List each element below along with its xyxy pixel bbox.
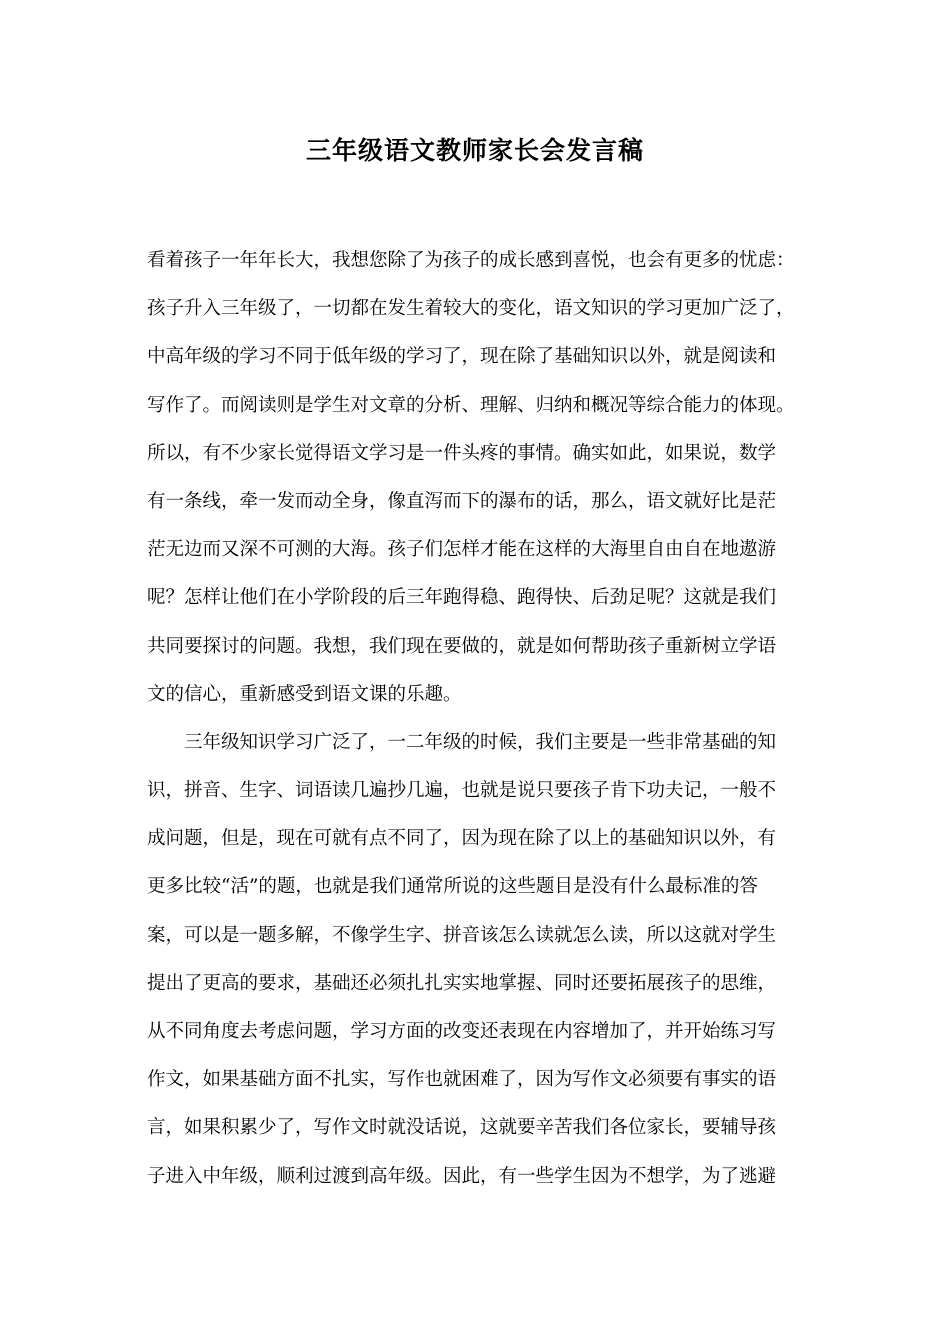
text-line: 言，如果积累少了，写作文时就没话说，这就要辛苦我们各位家长，要辅导孩 xyxy=(147,1117,777,1139)
document-body xyxy=(147,244,847,1208)
text-line: 更多比较“活”的题，也就是我们通常所说的这些题目是没有什么最标准的答 xyxy=(147,876,758,898)
document-title: 三年级语文教师家长会发言稿 xyxy=(305,136,644,165)
text-line: 茫无边而又深不可测的大海。孩子们怎样才能在这样的大海里自由自在地遨游 xyxy=(147,539,777,561)
text-line: 从不同角度去考虑问题，学习方面的改变还表现在内容增加了，并开始练习写 xyxy=(147,1021,777,1042)
text-line: 中高年级的学习不同于低年级的学习了，现在除了基础知识以外，就是阅读和 xyxy=(147,346,777,368)
text-line: 三年级知识学习广泛了，一二年级的时候，我们主要是一些非常基础的知 xyxy=(184,731,777,753)
text-line: 呢？怎样让他们在小学阶段的后三年跑得稳、跑得快、后劲足呢？这就是我们 xyxy=(147,587,777,609)
text-line: 所以，有不少家长觉得语文学习是一件头疼的事情。确实如此，如果说，数学 xyxy=(147,442,777,464)
text-line: 作文，如果基础方面不扎实，写作也就困难了，因为写作文必须要有事实的语 xyxy=(147,1069,777,1091)
text-line: 共同要探讨的问题。我想，我们现在要做的，就是如何帮助孩子重新树立学语 xyxy=(147,635,777,657)
text-line: 识，拼音、生字、词语读几遍抄几遍，也就是说只要孩子肯下功夫记，一般不 xyxy=(147,780,777,802)
text-line: 写作了。而阅读则是学生对文章的分析、理解、归纳和概况等综合能力的体现。 xyxy=(147,394,795,416)
text-line: 文的信心，重新感受到语文课的乐趣。 xyxy=(147,683,462,705)
text-line: 子进入中年级，顺利过渡到高年级。因此，有一些学生因为不想学，为了逃避 xyxy=(147,1165,777,1187)
text-line: 孩子升入三年级了，一切都在发生着较大的变化，语文知识的学习更加广泛了， xyxy=(147,298,795,320)
text-line: 有一条线，牵一发而动全身，像直泻而下的瀑布的话，那么，语文就好比是茫 xyxy=(147,490,777,512)
text-line: 提出了更高的要求，基础还必须扎扎实实地掌握、同时还要拓展孩子的思维， xyxy=(147,972,777,994)
text-line: 案，可以是一题多解，不像学生字、拼音该怎么读就怎么读，所以这就对学生 xyxy=(147,924,777,946)
text-line: 看着孩子一年年长大，我想您除了为孩子的成长感到喜悦，也会有更多的忧虑： xyxy=(147,250,795,271)
text-line: 成问题，但是，现在可就有点不同了，因为现在除了以上的基础知识以外，有 xyxy=(147,828,777,850)
